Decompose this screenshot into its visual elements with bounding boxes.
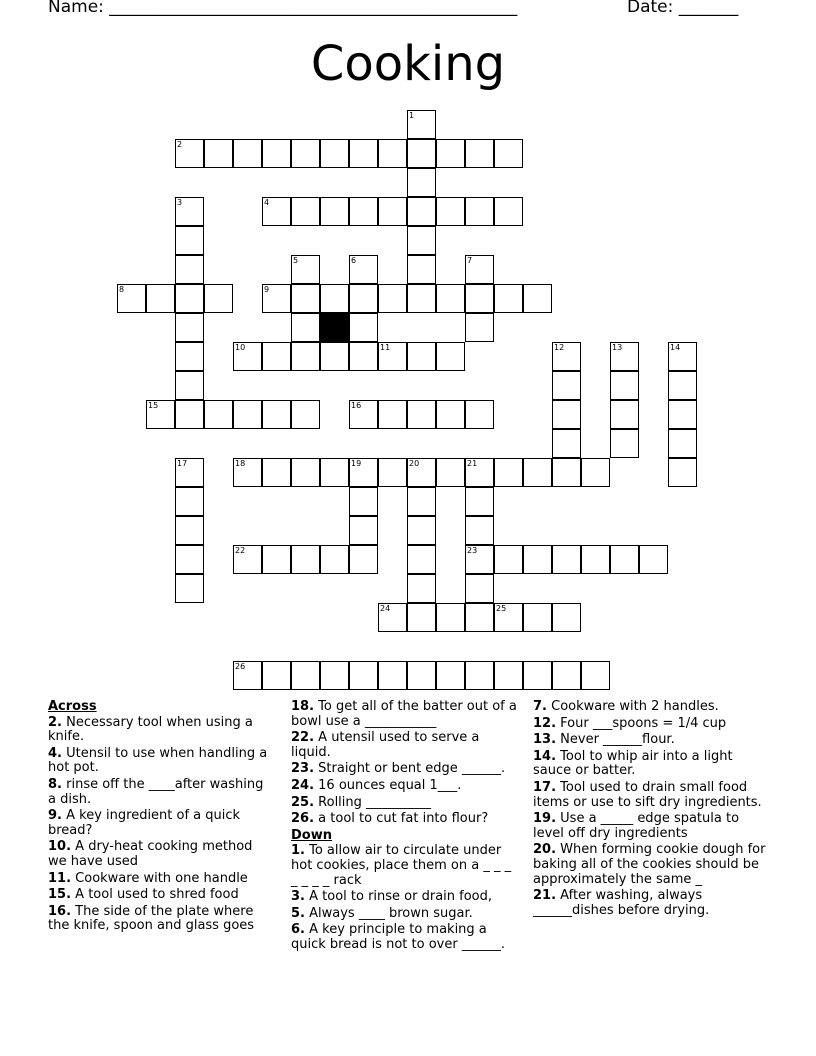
grid-cell[interactable] <box>465 284 494 313</box>
cell-number: 9 <box>264 285 270 294</box>
cell-number: 11 <box>380 343 391 352</box>
cell-number: 26 <box>235 662 246 671</box>
clue-number: 17. <box>533 779 557 795</box>
grid-cell[interactable] <box>175 400 204 429</box>
grid-cell[interactable] <box>407 400 436 429</box>
clue-text: Rolling __________ <box>314 794 432 810</box>
clue-number: 9. <box>48 808 62 824</box>
grid-cell[interactable] <box>262 545 291 574</box>
grid-cell[interactable] <box>378 139 407 168</box>
grid-cell[interactable] <box>436 661 465 690</box>
clue-item <box>533 717 771 732</box>
clue-column-2 <box>291 700 519 955</box>
grid-cell[interactable] <box>291 139 320 168</box>
cell-number: 12 <box>554 343 565 352</box>
clue-item <box>533 733 771 748</box>
grid-cell[interactable] <box>291 197 320 226</box>
grid-cell[interactable] <box>552 545 581 574</box>
clue-text: Always ____ brown sugar. <box>304 905 473 921</box>
grid-cell[interactable] <box>349 342 378 371</box>
grid-cell[interactable] <box>204 284 233 313</box>
cell-number: 8 <box>119 285 125 294</box>
clue-text: Cookware with one handle <box>71 870 248 886</box>
grid-cell[interactable] <box>668 458 697 487</box>
clue-number: 5. <box>291 905 305 921</box>
clue-number: 8. <box>48 776 62 792</box>
grid-cell[interactable] <box>233 661 262 690</box>
grid-cell[interactable] <box>494 197 523 226</box>
grid-cell[interactable] <box>233 400 262 429</box>
name-field-label: Name: ________________________________________________ <box>48 0 518 17</box>
grid-cell[interactable] <box>639 545 668 574</box>
grid-cell[interactable] <box>668 342 697 371</box>
grid-cell[interactable] <box>349 516 378 545</box>
clue-number: 6. <box>291 922 305 938</box>
page-title: Cooking <box>310 36 506 92</box>
grid-cell[interactable] <box>465 487 494 516</box>
grid-cell[interactable] <box>668 371 697 400</box>
cell-number: 23 <box>467 546 478 555</box>
grid-cell[interactable] <box>378 661 407 690</box>
grid-cell[interactable] <box>291 400 320 429</box>
grid-cell[interactable] <box>407 226 436 255</box>
clue-number: 2. <box>48 714 62 730</box>
grid-cell[interactable] <box>523 458 552 487</box>
clue-number: 10. <box>48 839 72 855</box>
date-field-label: Date: _______ <box>627 0 739 17</box>
grid-cell[interactable] <box>465 255 494 284</box>
grid-cell[interactable] <box>523 603 552 632</box>
clue-item <box>291 907 519 922</box>
grid-cell[interactable] <box>581 458 610 487</box>
grid-cell[interactable] <box>378 284 407 313</box>
cell-number: 15 <box>148 401 159 410</box>
grid-cell[interactable] <box>494 284 523 313</box>
clue-item <box>533 843 771 887</box>
grid-cell[interactable] <box>465 603 494 632</box>
cell-number: 1 <box>409 111 415 120</box>
grid-cell[interactable] <box>175 284 204 313</box>
grid-cell[interactable] <box>349 400 378 429</box>
cell-number: 17 <box>177 459 188 468</box>
grid-cell[interactable] <box>204 139 233 168</box>
grid-cell[interactable] <box>262 661 291 690</box>
cell-number: 22 <box>235 546 246 555</box>
clue-item <box>48 905 273 934</box>
grid-cell[interactable] <box>523 284 552 313</box>
grid-cell[interactable] <box>291 661 320 690</box>
grid-cell[interactable] <box>349 313 378 342</box>
clue-text: rinse off the ____after washing a dish. <box>48 776 264 807</box>
grid-cell[interactable] <box>407 342 436 371</box>
grid-cell[interactable] <box>175 574 204 603</box>
clue-text: A dry-heat cooking method we have used <box>48 839 253 869</box>
clue-item <box>291 762 519 777</box>
clue-item <box>533 889 771 918</box>
clue-number: 16. <box>48 903 72 919</box>
clue-item <box>291 779 519 794</box>
cell-number: 16 <box>351 401 362 410</box>
clue-text: A key ingredient of a quick bread? <box>48 808 241 838</box>
clue-item <box>48 778 273 807</box>
grid-cell[interactable] <box>407 197 436 226</box>
grid-cell[interactable] <box>233 342 262 371</box>
grid-cell[interactable] <box>465 516 494 545</box>
grid-cell[interactable] <box>175 516 204 545</box>
grid-cell[interactable] <box>610 342 639 371</box>
grid-cell[interactable] <box>407 603 436 632</box>
clue-number: 20. <box>533 842 557 858</box>
grid-cell[interactable] <box>349 487 378 516</box>
grid-cell[interactable] <box>523 545 552 574</box>
grid-cell[interactable] <box>407 516 436 545</box>
grid-cell[interactable] <box>494 458 523 487</box>
grid-cell[interactable] <box>291 255 320 284</box>
grid-cell[interactable] <box>494 139 523 168</box>
grid-cell[interactable] <box>117 284 146 313</box>
cell-number: 2 <box>177 140 183 149</box>
clue-text: Tool used to drain small food items or use to sift dry ingredients. <box>533 779 762 810</box>
grid-cell[interactable] <box>262 284 291 313</box>
cell-number: 13 <box>612 343 623 352</box>
clue-item <box>291 890 519 905</box>
clue-item <box>533 750 771 779</box>
grid-cell[interactable] <box>552 661 581 690</box>
clue-text: To get all of the batter out of a bowl use a ___________ <box>291 699 517 729</box>
grid-cell[interactable] <box>436 139 465 168</box>
clue-text: A tool used to shred food <box>71 887 239 903</box>
clue-text: To allow air to circulate under hot cookies, place them on a _ _ _ _ _ _ _ rack <box>291 843 512 888</box>
grid-cell[interactable] <box>175 226 204 255</box>
clue-number: 4. <box>48 745 62 761</box>
grid-cell[interactable] <box>320 284 349 313</box>
clue-item <box>48 809 273 838</box>
clue-item <box>533 781 771 810</box>
grid-cell[interactable] <box>262 458 291 487</box>
cell-number: 19 <box>351 459 362 468</box>
clue-text: 16 ounces equal 1___. <box>314 777 462 793</box>
grid-cell[interactable] <box>610 545 639 574</box>
clue-text: After washing, always ______dishes before drying. <box>533 888 710 918</box>
clue-number: 1. <box>291 843 305 859</box>
clue-text: When forming cookie dough for baking all of the cookies should be approximately the same _ <box>533 842 766 887</box>
clue-number: 24. <box>291 777 315 793</box>
grid-cell[interactable] <box>407 284 436 313</box>
clue-text: Necessary tool when using a knife. <box>48 714 253 745</box>
clue-item <box>48 747 273 776</box>
clue-item <box>48 716 273 745</box>
clue-number: 3. <box>291 889 305 905</box>
grid-cell[interactable] <box>320 545 349 574</box>
clue-section-heading: Across <box>48 699 97 714</box>
grid-cell[interactable] <box>349 197 378 226</box>
clue-column-1 <box>48 700 273 936</box>
grid-cell[interactable] <box>610 429 639 458</box>
clue-text: Never ______flour. <box>556 732 675 748</box>
clue-text: The side of the plate where the knife, spoon and glass goes <box>48 903 255 934</box>
clue-text: Four ___spoons = 1/4 cup <box>556 715 727 731</box>
grid-cell[interactable] <box>175 342 204 371</box>
grid-cell[interactable] <box>291 313 320 342</box>
grid-cell[interactable] <box>378 197 407 226</box>
clue-number: 25. <box>291 794 315 810</box>
grid-cell[interactable] <box>668 400 697 429</box>
grid-cell[interactable] <box>407 139 436 168</box>
clue-item <box>533 700 771 715</box>
grid-cell[interactable] <box>436 342 465 371</box>
grid-cell[interactable] <box>320 661 349 690</box>
grid-cell[interactable] <box>378 400 407 429</box>
grid-cell[interactable] <box>233 458 262 487</box>
cell-number: 4 <box>264 198 270 207</box>
cell-number: 7 <box>467 256 473 265</box>
grid-cell[interactable] <box>407 487 436 516</box>
clue-item <box>48 840 273 869</box>
grid-cell[interactable] <box>175 313 204 342</box>
grid-cell[interactable] <box>465 197 494 226</box>
grid-cell[interactable] <box>436 603 465 632</box>
grid-cell[interactable] <box>407 661 436 690</box>
clue-text: A utensil used to serve a liquid. <box>291 730 480 760</box>
cell-number: 25 <box>496 604 507 613</box>
grid-cell[interactable] <box>436 284 465 313</box>
grid-cell[interactable] <box>291 284 320 313</box>
grid-cell[interactable] <box>320 342 349 371</box>
cell-number: 20 <box>409 459 420 468</box>
grid-cell[interactable] <box>146 284 175 313</box>
grid-cell[interactable] <box>436 400 465 429</box>
grid-cell[interactable] <box>175 255 204 284</box>
clue-number: 14. <box>533 748 557 764</box>
clue-text: Straight or bent edge ______. <box>314 761 506 777</box>
clue-number: 26. <box>291 811 315 827</box>
clue-number: 11. <box>48 870 72 886</box>
grid-cell[interactable] <box>494 545 523 574</box>
grid-cell[interactable] <box>291 545 320 574</box>
grid-cell[interactable] <box>175 487 204 516</box>
grid-cell[interactable] <box>175 197 204 226</box>
black-cell <box>320 313 349 342</box>
grid-cell[interactable] <box>552 371 581 400</box>
clue-number: 7. <box>533 699 547 714</box>
grid-cell[interactable] <box>465 458 494 487</box>
grid-cell[interactable] <box>320 458 349 487</box>
grid-cell[interactable] <box>494 603 523 632</box>
grid-cell[interactable] <box>175 545 204 574</box>
clue-text: Utensil to use when handling a hot pot. <box>48 745 268 776</box>
clue-number: 12. <box>533 715 557 731</box>
clue-text: Tool to whip air into a light sauce or batter. <box>533 748 733 779</box>
clue-item <box>291 812 519 827</box>
grid-cell[interactable] <box>552 429 581 458</box>
clue-item <box>291 923 519 952</box>
grid-cell[interactable] <box>436 197 465 226</box>
grid-cell[interactable] <box>349 545 378 574</box>
grid-cell[interactable] <box>407 545 436 574</box>
clue-number: 15. <box>48 887 72 903</box>
grid-cell[interactable] <box>610 371 639 400</box>
grid-cell[interactable] <box>552 400 581 429</box>
grid-cell[interactable] <box>552 342 581 371</box>
grid-cell[interactable] <box>349 661 378 690</box>
grid-cell[interactable] <box>349 284 378 313</box>
clue-text: Cookware with 2 handles. <box>546 699 719 714</box>
grid-cell[interactable] <box>465 400 494 429</box>
clue-item <box>291 700 519 729</box>
grid-cell[interactable] <box>175 458 204 487</box>
clue-number: 22. <box>291 730 315 746</box>
grid-cell[interactable] <box>349 458 378 487</box>
grid-cell[interactable] <box>436 458 465 487</box>
cell-number: 18 <box>235 459 246 468</box>
cell-number: 6 <box>351 256 357 265</box>
grid-cell[interactable] <box>378 458 407 487</box>
grid-cell[interactable] <box>175 139 204 168</box>
grid-cell[interactable] <box>552 458 581 487</box>
clue-text: Use a _____ edge spatula to level off dry ingredients <box>533 811 740 841</box>
clue-item <box>291 844 519 888</box>
clue-item <box>291 731 519 760</box>
grid-cell[interactable] <box>233 139 262 168</box>
clue-number: 19. <box>533 811 557 827</box>
grid-cell[interactable] <box>407 168 436 197</box>
grid-cell[interactable] <box>407 574 436 603</box>
grid-cell[interactable] <box>349 255 378 284</box>
grid-cell[interactable] <box>465 661 494 690</box>
grid-cell[interactable] <box>175 371 204 400</box>
grid-cell[interactable] <box>320 139 349 168</box>
clue-text: A tool to rinse or drain food, <box>304 889 493 905</box>
grid-cell[interactable] <box>494 661 523 690</box>
cell-number: 5 <box>293 256 299 265</box>
grid-cell[interactable] <box>581 545 610 574</box>
cell-number: 24 <box>380 604 391 613</box>
grid-cell[interactable] <box>378 603 407 632</box>
clue-text: A key principle to making a quick bread is not to over ______. <box>291 922 505 952</box>
grid-cell[interactable] <box>465 313 494 342</box>
clue-number: 18. <box>291 699 315 714</box>
grid-cell[interactable] <box>262 139 291 168</box>
grid-cell[interactable] <box>610 400 639 429</box>
grid-cell[interactable] <box>552 603 581 632</box>
grid-cell[interactable] <box>378 342 407 371</box>
cell-number: 21 <box>467 459 478 468</box>
grid-cell[interactable] <box>465 574 494 603</box>
cell-number: 10 <box>235 343 246 352</box>
grid-cell[interactable] <box>262 400 291 429</box>
cell-number: 14 <box>670 343 681 352</box>
grid-cell[interactable] <box>407 110 436 139</box>
clue-item <box>533 812 771 841</box>
clue-number: 21. <box>533 888 557 904</box>
clue-item <box>48 872 273 887</box>
grid-cell[interactable] <box>465 545 494 574</box>
grid-cell[interactable] <box>407 255 436 284</box>
grid-cell[interactable] <box>465 139 494 168</box>
clue-column-3 <box>533 700 771 920</box>
grid-cell[interactable] <box>233 545 262 574</box>
clue-section-heading: Down <box>291 827 332 843</box>
grid-cell[interactable] <box>668 429 697 458</box>
clue-number: 23. <box>291 761 315 777</box>
grid-cell[interactable] <box>204 400 233 429</box>
grid-cell[interactable] <box>581 661 610 690</box>
grid-cell[interactable] <box>407 458 436 487</box>
grid-cell[interactable] <box>262 342 291 371</box>
grid-cell[interactable] <box>523 661 552 690</box>
grid-cell[interactable] <box>262 197 291 226</box>
grid-cell[interactable] <box>320 197 349 226</box>
clue-text: a tool to cut fat into flour? <box>314 811 489 827</box>
grid-cell[interactable] <box>146 400 175 429</box>
clue-number: 13. <box>533 732 557 748</box>
cell-number: 3 <box>177 198 183 207</box>
grid-cell[interactable] <box>349 139 378 168</box>
grid-cell[interactable] <box>291 458 320 487</box>
clue-item <box>291 796 519 811</box>
clue-item <box>48 888 273 903</box>
grid-cell[interactable] <box>291 342 320 371</box>
